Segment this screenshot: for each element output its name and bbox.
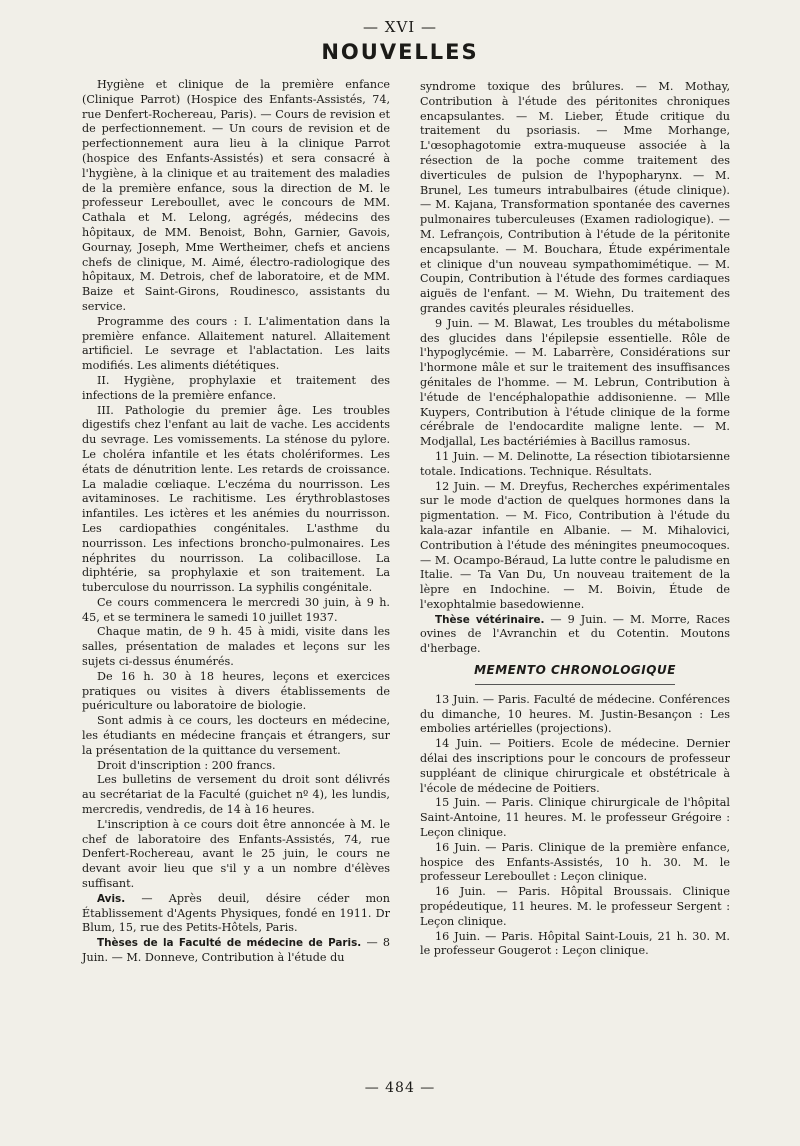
avis-text: — Après deuil, désire céder mon Établissement d'Agents Physiques, fondé en 1911. Dr Blum, 15, rue des Petits-Hôtels, Paris. <box>82 891 390 935</box>
avis-label: Avis. <box>97 892 126 905</box>
memento-item-16-juin-enfants: 16 Juin. — Paris. Clinique de la première enfance, hospice des Enfants-Assistés, 10 h. 30. M. le professeur Lereboullet : Leçon clinique. <box>420 840 730 884</box>
left-column <box>82 78 390 966</box>
paragraph-programme-ii: II. Hygiène, prophylaxie et traitement des infections de la première enfance. <box>82 373 390 402</box>
paragraph-payment: Les bulletins de versement du droit sont délivrés au secrétariat de la Faculté (guichet nº 4), les lundis, mercredis, vendredis, de 14 à 16 heures. <box>82 773 390 817</box>
paragraph-afternoon-schedule: De 16 h. 30 à 18 heures, leçons et exercices pratiques ou visites à divers établissements de puériculture ou laboratoire de biologie. <box>82 669 390 713</box>
paragraph-theses-continued: syndrome toxique des brûlures. — M. Mothay, Contribution à l'étude des péritonites chroniques encapsulantes. — M. Lieber, Étude critique du traitement du psoriasis. — Mme Morhange, L'œsophagotomie extra-muqueuse associée à la résection de la poche comme traitement des diverticules de pulsion de l'hypopharynx. — M. Brunel, Les tumeurs intrabulbaires (étude clinique). — M. Kajana, Transformation spontanée des cavernes pulmonaires tuberculeuses (Examen radiologique). — M. Lefrançois, Contribution à l'étude de la péritonite encapsulante. — M. Bouchara, Étude expérimentale et clinique d'un nouveau sympathomimétique. — M. Coupin, Contribution à l'étude des formes cardiaques aiguës de l'enfant. — M. Wiehn, Du traitement des grandes cavités pleurales résiduelles. <box>420 80 730 315</box>
paragraph-programme: Programme des cours : I. L'alimentation dans la première enfance. Allaitement naturel. Allaitement artificiel. Le sevrage et l'ablactation. Les laits modifiés. Les aliments diététiques. <box>82 314 390 373</box>
paragraph-course-dates: Ce cours commencera le mercredi 30 juin, à 9 h. 45, et se terminera le samedi 10 juillet 1937. <box>82 595 390 624</box>
memento-heading: MEMENTO CHRONOLOGIQUE <box>474 663 676 678</box>
page-roman-numeral: — XVI — <box>363 18 437 36</box>
paragraph-programme-iii: III. Pathologie du premier âge. Les troubles digestifs chez l'enfant au lait de vache. Les accidents du sevrage. Les vomissements. La sténose du pylore. Le choléra infantile et les états cholériformes. Les états de dénutrition lente. Les retards de croissance. La maladie cœliaque. L'eczéma du nourrisson. Les avitaminoses. Le rachitisme. Les érythroblastoses infantiles. Les ictères et les anémies du nourrisson. Les cardiopathies congénitales. L'asthme du nourrisson. Les infections broncho-pulmonaires. Les néphrites du nourrisson. La colibacillose. La diphtérie, sa prophylaxie et son traitement. La tuberculose du nourrisson. La syphilis congénitale. <box>82 403 390 595</box>
memento-divider <box>475 684 675 685</box>
paragraph-theses-heading <box>82 936 390 966</box>
paragraph-avis <box>82 892 390 936</box>
section-title: NOUVELLES <box>321 40 479 64</box>
memento-item-15-juin: 15 Juin. — Paris. Clinique chirurgicale de l'hôpital Saint-Antoine, 11 heures. M. le professeur Grégoire : Leçon clinique. <box>420 796 730 840</box>
memento-item-16-juin-broussais: 16 Juin. — Paris. Hôpital Broussais. Clinique propédeutique, 11 heures. M. le professeur Sergent : Leçon clinique. <box>420 885 730 928</box>
memento-item-13-juin: 13 Juin. — Paris. Faculté de médecine. Conférences du dimanche, 10 heures. M. Justin-Besançon : Les embolies artérielles (projections). <box>420 692 730 736</box>
paragraph-registration: L'inscription à ce cours doit être annoncée à M. le chef de laboratoire des Enfants-Assistés, 74, rue Denfert-Rochereau, avant le 25 juin, le cours ne devant avoir lieu que s'il y a un nombre d'élèves suffisant. <box>82 817 390 891</box>
veterinaire-label: Thèse vétérinaire. <box>435 613 545 626</box>
paragraph-theses-12-juin: 12 Juin. — M. Dreyfus, Recherches expérimentales sur le mode d'action de quelques hormones dans la pigmentation. — M. Fico, Contribution à l'étude du kala-azar infantile en Albanie. — M. Mihalovici, Contribution à l'étude des méningites pneumocoques. — M. Ocampo-Béraud, La lutte contre le paludisme en Italie. — Ta Van Du, Un nouveau traitement de la lèpre en Indochine. — M. Boivin, Étude de l'exophtalmie basedowienne. <box>420 479 730 611</box>
memento-item-16-juin-saint-louis: 16 Juin. — Paris. Hôpital Saint-Louis, 21 h. 30. M. le professeur Gougerot : Leçon clinique. <box>420 929 730 958</box>
page-header <box>0 18 800 64</box>
right-column <box>420 80 730 959</box>
paragraph-theses-9-juin: 9 Juin. — M. Blawat, Les troubles du métabolisme des glucides dans l'épilepsie essentielle. Rôle de l'hypoglycémie. — M. Labarrère, Considérations sur l'hormone mâle et sur le traitement des insuffisances génitales de l'homme. — M. Lebrun, Contribution à l'étude de l'encéphalopathie addisonienne. — Mlle Kuypers, Contribution à l'étude clinique de la forme cérébrale de l'endocardite maligne lente. — M. Modjallal, Les bactériémies à Bacillus ramosus. <box>420 316 730 449</box>
page-number: — 484 — <box>364 1080 436 1096</box>
paragraph-theses-11-juin: 11 Juin. — M. Delinotte, La résection tibiotarsienne totale. Indications. Technique. Résultats. <box>420 449 730 478</box>
paragraph-these-veterinaire <box>420 613 730 657</box>
paragraph-hygiene-course: Hygiène et clinique de la première enfance (Clinique Parrot) (Hospice des Enfants-Assistés, 74, rue Denfert-Rochereau, Paris). — Cours de revision et de perfectionnement. — Un cours de revision et de perfectionnement aura lieu à la clinique Parrot (hospice des Enfants-Assistés) et sera consacré à l'hygiène, à la clinique et au traitement des maladies de la première enfance, sous la direction de M. le professeur Lereboullet, avec le concours de MM. Cathala et M. Lelong, agrégés, médecins des hôpitaux, de MM. Benoist, Bohn, Garnier, Gavois, Gournay, Joseph, Mme Wertheimer, chefs et anciens chefs de clinique, M. Aimé, électro-radiologique des hôpitaux, M. Detrois, chef de laboratoire, et de MM. Baize et Saint-Girons, Roudinesco, assistants du service. <box>82 78 390 313</box>
veterinaire-text: — 9 Juin. — M. Morre, Races ovines de l'Avranchin et du Cotentin. Moutons d'herbage. <box>420 612 730 656</box>
paragraph-fee: Droit d'inscription : 200 francs. <box>97 758 276 772</box>
paragraph-admission: Sont admis à ce cours, les docteurs en médecine, les étudiants en médecine français et étrangers, sur la présentation de la quittance du versement. <box>82 714 390 757</box>
theses-label: Thèses de la Faculté de médecine de Paris. <box>97 937 362 950</box>
memento-item-14-juin: 14 Juin. — Poitiers. Ecole de médecine. Dernier délai des inscriptions pour le concours de professeur suppléant de clinique chirurgicale et obstétricale à l'école de médecine de Poitiers. <box>420 737 730 795</box>
paragraph-morning-schedule: Chaque matin, de 9 h. 45 à midi, visite dans les salles, présentation de malades et leçons sur les sujets ci-dessus énumérés. <box>82 625 390 669</box>
theses-text: — 8 Juin. — M. Donneve, Contribution à l'étude du <box>82 936 391 965</box>
